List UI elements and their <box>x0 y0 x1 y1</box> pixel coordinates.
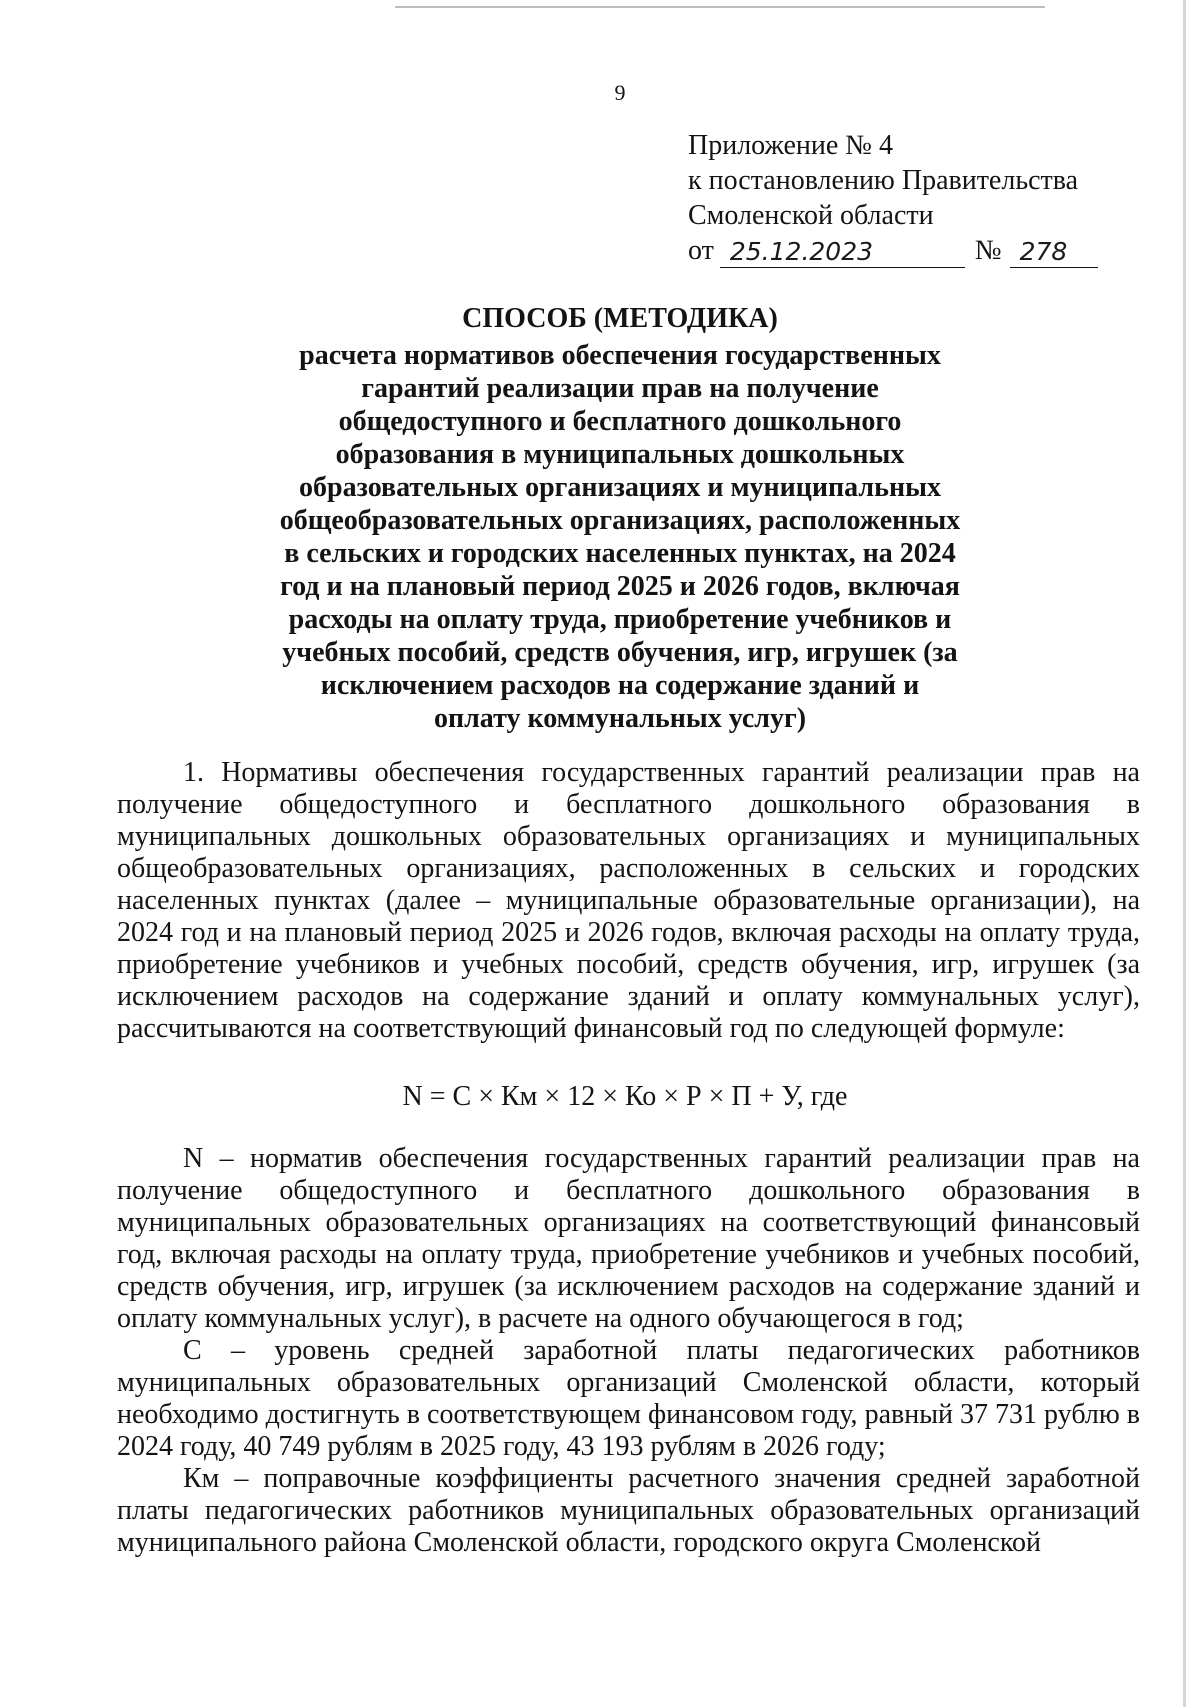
document-title <box>150 302 1090 735</box>
title-line: образования в муниципальных дошкольных <box>335 439 905 470</box>
title-line: расчета нормативов обеспечения государственных <box>299 340 941 371</box>
title-line: в сельских и городских населенных пунктах, на 2024 <box>284 538 956 569</box>
title-main: СПОСОБ (МЕТОДИКА) <box>462 303 778 334</box>
formula: N = С × Км × 12 × Ко × Р × П + У, где <box>402 1081 848 1112</box>
title-line: учебных пособий, средств обучения, игр, игрушек (за <box>282 637 958 668</box>
paragraph-1: 1. Нормативы обеспечения государственных гарантий реализации прав на получение общедоступного и бесплатного дошкольного образования в муниципальных дошкольных образовательных организациях и муниципальных общеобразовательных организациях, расположенных в сельских и городских населенных пунктах (далее – муниципальные образовательные организации), на 2024 год и на плановый период 2025 и 2026 годов, включая расходы на оплату труда, приобретение учебников и учебных пособий, средств обучения, игр, игрушек (за исключением расходов на содержание зданий и оплату коммунальных услуг), рассчитываются на соответствующий финансовый год по следующей формуле: <box>117 757 1140 1044</box>
title-line: год и на плановый период 2025 и 2026 годов, включая <box>280 571 960 602</box>
title-line: общедоступного и бесплатного дошкольного <box>338 406 902 437</box>
page-number: 9 <box>614 80 626 105</box>
title-line: оплату коммунальных услуг) <box>433 703 807 734</box>
number-label: № <box>974 235 1002 266</box>
title-line: гарантий реализации прав на получение <box>361 373 879 404</box>
title-line: образовательных организациях и муниципальных <box>299 472 941 503</box>
appendix-line-1: Приложение № 4 <box>688 130 893 161</box>
appendix-date-line <box>688 233 1098 268</box>
date-prefix: от <box>688 235 714 266</box>
scan-edge-right <box>1183 0 1186 1707</box>
appendix-line-3: Смоленской области <box>688 200 934 231</box>
handwritten-number: 278 <box>1010 237 1098 268</box>
definition-km: Км – поправочные коэффициенты расчетного значения средней заработной платы педагогических работников муниципальных образовательных организаций муниципального района Смоленской области, городского округа Смоленской <box>117 1463 1140 1558</box>
definition-c: С – уровень средней заработной платы педагогических работников муниципальных образовательных организаций Смоленской области, который необходимо достигнуть в соответствующем финансовом году, равный 37 731 рублю в 2024 году, 40 749 рублям в 2025 году, 43 193 рублям в 2026 году; <box>117 1335 1140 1462</box>
scan-edge-top <box>395 6 1045 8</box>
title-line: общеобразовательных организациях, расположенных <box>279 505 961 536</box>
title-line: исключением расходов на содержание зданий и <box>320 670 920 701</box>
definition-n: N – норматив обеспечения государственных гарантий реализации прав на получение общедоступного и бесплатного дошкольного образования в муниципальных образовательных организациях на соответствующий финансовый год, включая расходы на оплату труда, приобретение учебников и учебных пособий, средств обучения, игр, игрушек (за исключением расходов на содержание зданий и оплату коммунальных услуг), в расчете на одного обучающегося в год; <box>117 1143 1140 1334</box>
appendix-line-2: к постановлению Правительства <box>688 165 1079 196</box>
appendix-header <box>688 128 1098 268</box>
handwritten-date: 25.12.2023 <box>720 237 965 268</box>
title-line: расходы на оплату труда, приобретение учебников и <box>288 604 952 635</box>
